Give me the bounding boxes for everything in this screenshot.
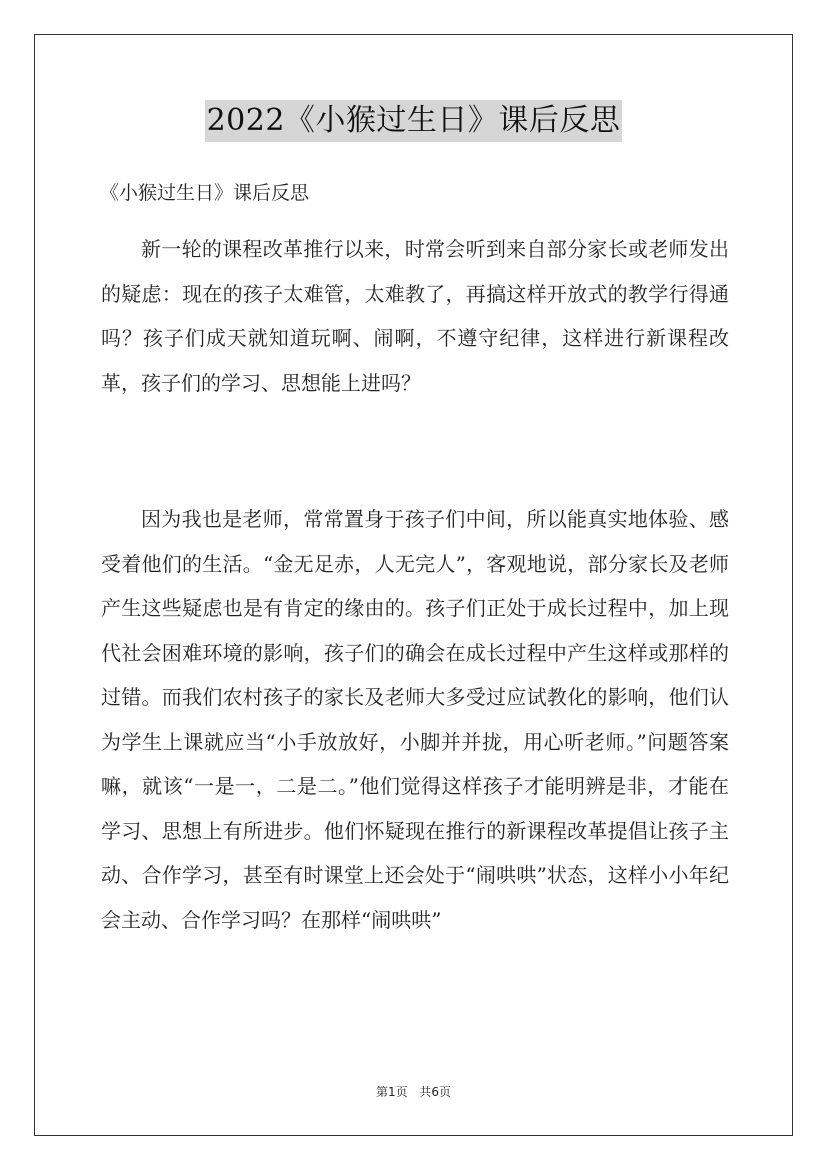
paragraph-1: 新一轮的课程改革推行以来，时常会听到来自部分家长或老师发出的疑虑：现在的孩子太难管，太难教了，再搞这样开放式的教学行得通吗？孩子们成天就知道玩啊、闹啊，不遵守纪律，这样进行新课程改革，孩子们的学习、思想能上进吗？ <box>101 237 729 395</box>
document-title: 2022《小猴过生日》课后反思 <box>205 100 623 142</box>
paragraph-2: 因为我也是老师，常常置身于孩子们中间，所以能真实地体验、感受着他们的生活。“金无足赤，人无完人”，客观地说，部分家长及老师产生这些疑虑也是有肯定的缘由的。孩子们正处于成长过程中，加上现代社会困难环境的影响，孩子们的确会在成长过程中产生这样或那样的过错。而我们农村孩子的家长及老师大多受过应试教化的影响，他们认为学生上课就应当“小手放放好，小脚并并拢，用心听老师。”问题答案嘛，就该“一是一，二是二。”他们觉得这样孩子才能明辨是非，才能在学习、思想上有所进步。他们怀疑现在推行的新课程改革提倡让孩子主动、合作学习，甚至有时课堂上还会处于“闹哄哄”状态，这样小小年纪会主动、合作学习吗？在那样“闹哄哄” <box>101 507 729 932</box>
document-subtitle: 《小猴过生日》课后反思 <box>100 182 310 204</box>
page-number: 第1页 <box>375 1085 408 1099</box>
page-footer <box>0 1083 827 1100</box>
title-container <box>0 100 827 142</box>
page-total: 共6页 <box>419 1085 452 1099</box>
